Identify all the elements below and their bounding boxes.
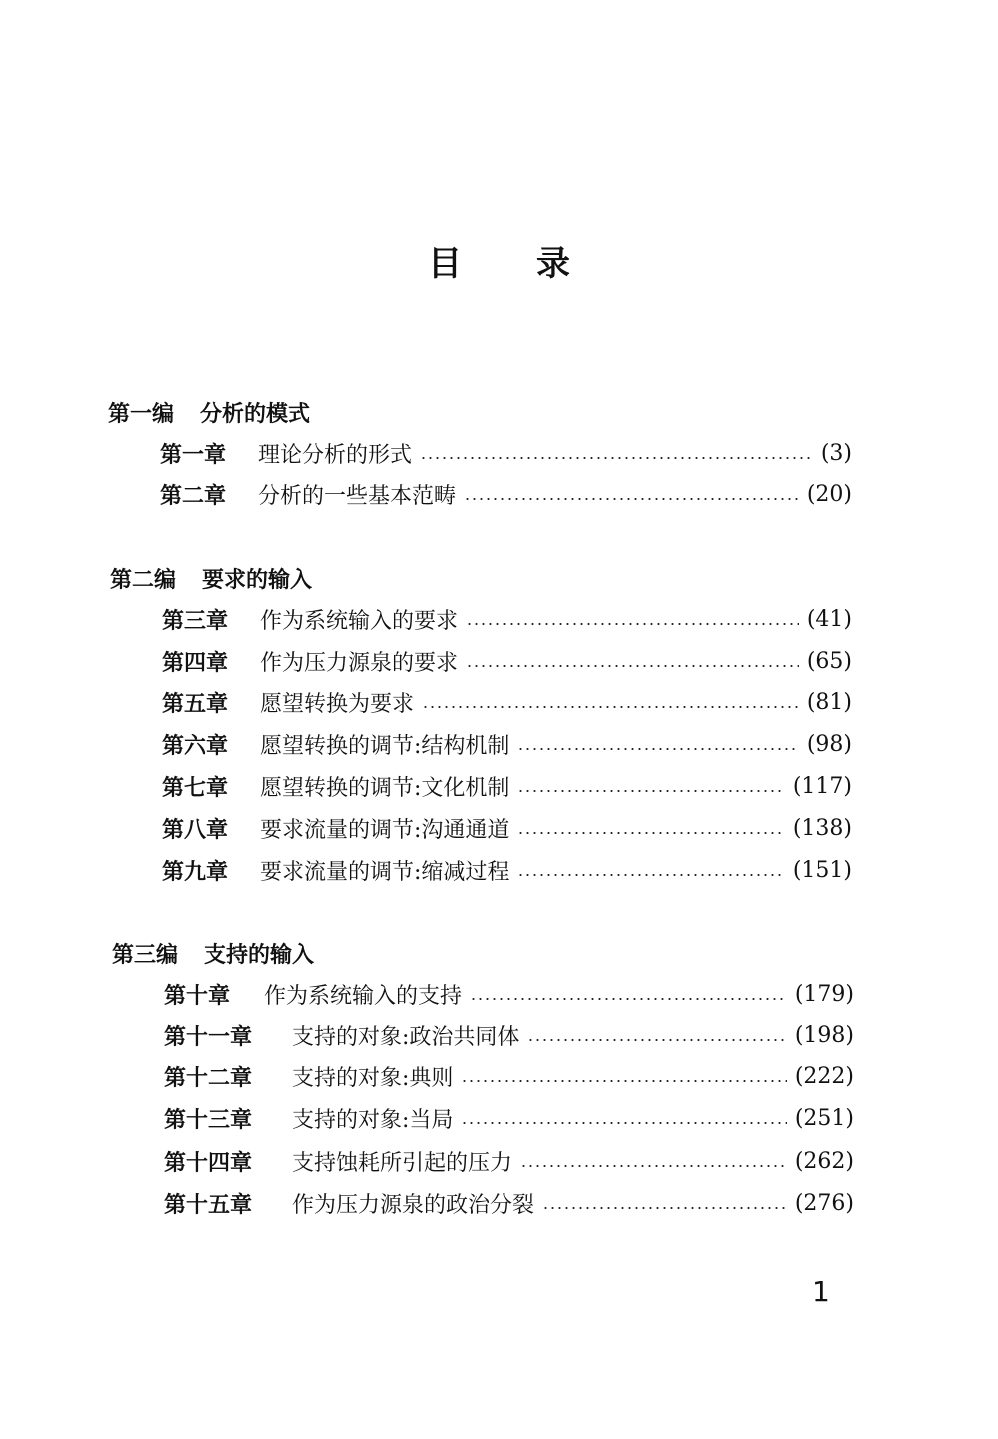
dot-leader (470, 998, 787, 1000)
page-reference: (151) (792, 857, 852, 883)
page-reference: (251) (794, 1105, 854, 1131)
dot-leader (517, 874, 784, 876)
chapter-title: 作为系统输入的要求 (260, 608, 459, 634)
page-title: 目录 (428, 244, 644, 284)
toc-entry[interactable] (164, 1144, 854, 1178)
chapter-title: 要求流量的调节:缩减过程 (260, 859, 510, 885)
part-number: 第一编 (108, 402, 175, 427)
dot-leader (466, 623, 799, 625)
chapter-title: 分析的一些基本范畴 (258, 483, 457, 509)
part-number: 第二编 (110, 568, 177, 593)
toc-entry[interactable] (162, 644, 852, 678)
dot-leader (461, 1122, 786, 1124)
toc-entry[interactable] (162, 769, 852, 803)
chapter-number: 第一章 (160, 442, 227, 468)
page-reference: (20) (806, 481, 852, 507)
toc-entry[interactable] (160, 436, 852, 470)
chapter-number: 第十三章 (164, 1107, 253, 1133)
dot-leader (461, 1080, 786, 1082)
chapter-number: 第九章 (162, 859, 229, 885)
toc-entry[interactable] (160, 477, 852, 511)
chapter-title: 愿望转换的调节:文化机制 (260, 775, 510, 801)
page-reference: (3) (820, 440, 852, 466)
page-reference: (222) (794, 1063, 854, 1089)
page-reference: (117) (792, 773, 852, 799)
chapter-number: 第十一章 (164, 1024, 253, 1050)
part-title: 分析的模式 (200, 402, 311, 427)
toc-entry[interactable] (162, 853, 852, 887)
page-reference: (41) (806, 606, 852, 632)
chapter-number: 第七章 (162, 775, 229, 801)
toc-entry[interactable] (164, 977, 854, 1011)
part-heading-1 (108, 399, 310, 431)
dot-leader (527, 1039, 786, 1041)
part-title: 要求的输入 (202, 568, 313, 593)
toc-entry[interactable] (162, 685, 852, 719)
dot-leader (517, 832, 784, 834)
chapter-title: 支持蚀耗所引起的压力 (292, 1150, 513, 1176)
page-reference: (262) (794, 1148, 854, 1174)
chapter-number: 第五章 (162, 691, 229, 717)
chapter-title: 支持的对象:当局 (292, 1107, 454, 1133)
dot-leader (542, 1207, 787, 1209)
chapter-number: 第四章 (162, 650, 229, 676)
dot-leader (517, 748, 798, 750)
chapter-number: 第二章 (160, 483, 227, 509)
page-reference: (81) (806, 689, 852, 715)
page-reference: (276) (794, 1190, 854, 1216)
chapter-title: 支持的对象:政治共同体 (292, 1024, 520, 1050)
page-reference: (198) (794, 1022, 854, 1048)
part-title: 支持的输入 (204, 943, 315, 968)
dot-leader (464, 498, 799, 500)
chapter-number: 第十二章 (164, 1065, 253, 1091)
dot-leader (466, 665, 799, 667)
chapter-title: 愿望转换的调节:结构机制 (260, 733, 510, 759)
chapter-number: 第十章 (164, 983, 231, 1009)
page-reference: (179) (794, 981, 854, 1007)
chapter-title: 要求流量的调节:沟通通道 (260, 817, 510, 843)
part-heading-3 (112, 940, 314, 972)
dot-leader (517, 790, 784, 792)
chapter-number: 第十四章 (164, 1150, 253, 1176)
toc-entry[interactable] (162, 727, 852, 761)
page-reference: (98) (806, 731, 852, 757)
chapter-title: 支持的对象:典则 (292, 1065, 454, 1091)
toc-entry[interactable] (162, 811, 852, 845)
chapter-title: 作为压力源泉的要求 (260, 650, 459, 676)
toc-entry[interactable] (164, 1059, 854, 1093)
chapter-title: 作为压力源泉的政治分裂 (292, 1192, 535, 1218)
chapter-number: 第十五章 (164, 1192, 253, 1218)
toc-entry[interactable] (162, 602, 852, 636)
chapter-title: 愿望转换为要求 (260, 691, 415, 717)
dot-leader (420, 457, 813, 459)
chapter-title: 理论分析的形式 (258, 442, 413, 468)
part-heading-2 (110, 565, 312, 597)
page-reference: (65) (806, 648, 852, 674)
chapter-number: 第三章 (162, 608, 229, 634)
page-number: 1 (812, 1275, 830, 1308)
dot-leader (422, 706, 799, 708)
toc-entry[interactable] (164, 1101, 854, 1135)
toc-entry[interactable] (164, 1018, 854, 1052)
chapter-number: 第八章 (162, 817, 229, 843)
page-reference: (138) (792, 815, 852, 841)
dot-leader (520, 1165, 787, 1167)
part-number: 第三编 (112, 943, 179, 968)
toc-entry[interactable] (164, 1186, 854, 1220)
chapter-number: 第六章 (162, 733, 229, 759)
chapter-title: 作为系统输入的支持 (264, 983, 463, 1009)
